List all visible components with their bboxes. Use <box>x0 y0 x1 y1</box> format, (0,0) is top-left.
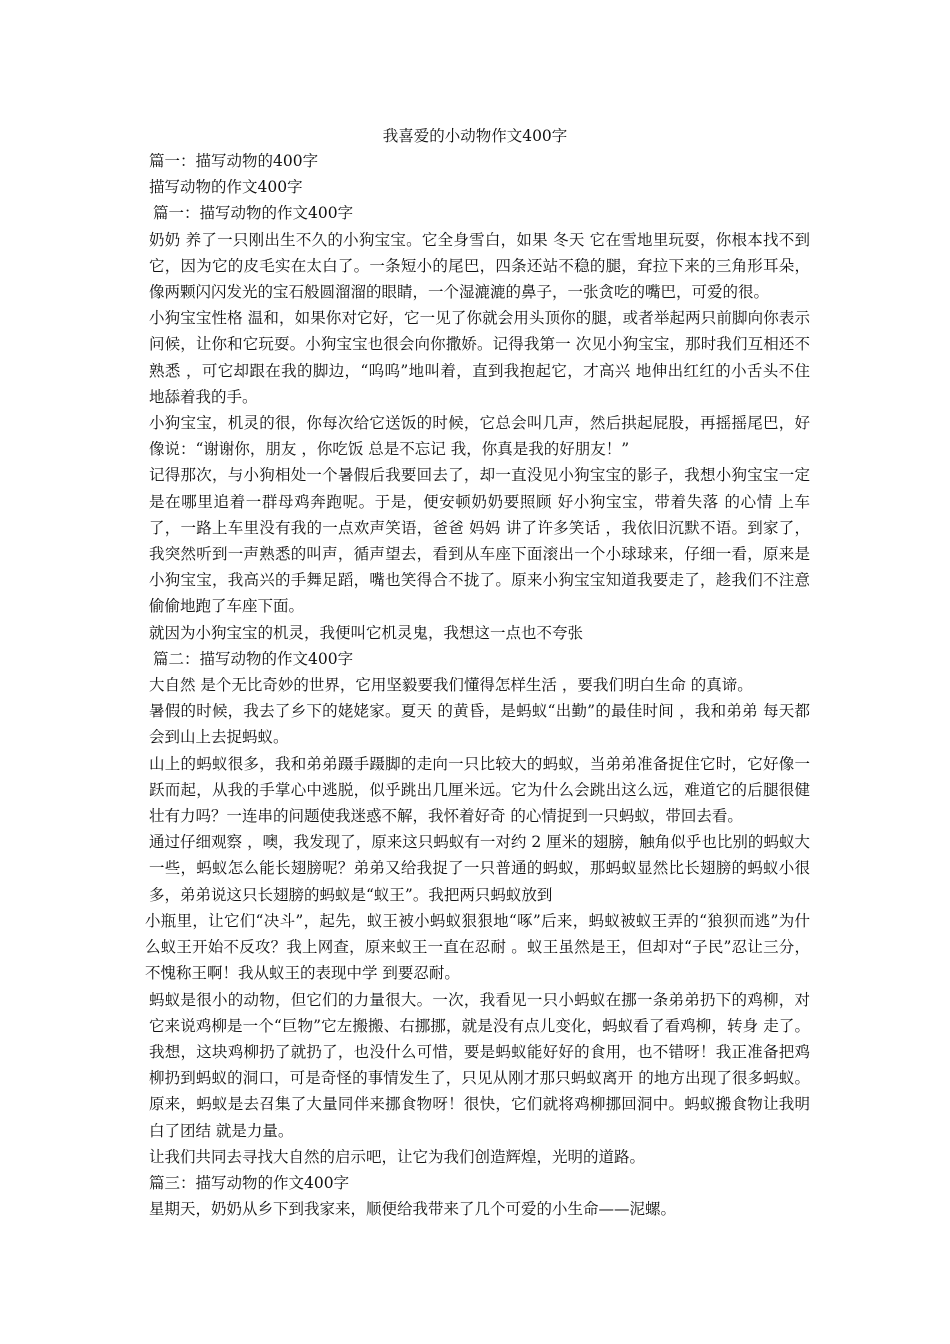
paragraph: 山上的蚂蚁很多，我和弟弟蹑手蹑脚的走向一只比较大的蚂蚁，当弟弟准备捉住它时，它好像一跃而起，从我的手掌心中逃脱，似乎跳出几厘米远。它为什么会跳出这么远，难道它的后腿很健壮有力吗？一连串的问题使我迷惑不解，我怀着好奇 的心情捉到一只蚂蚁，带回去看。 <box>149 754 810 826</box>
paragraph: 蚂蚁是很小的动物，但它们的力量很大。一次，我看见一只小蚂蚁在挪一条弟弟扔下的鸡柳，对它来说鸡柳是一个“巨物”它左搬搬、右挪挪，就是没有点儿变化，蚂蚁看了看鸡柳，转身 走了。我想，这块鸡柳扔了就扔了，也没什么可惜，要是蚂蚁能好好的食用，也不错呀！我正准备把鸡柳扔到蚂蚁的洞口，可是奇怪的事情发生了，只见从刚才那只蚂蚁离开 的地方出现了很多蚂蚁。原来，蚂蚁是去召集了大量同伴来挪食物呀！很快，它们就将鸡柳挪回洞中。蚂蚁搬食物让我明白了团结 就是力量。 <box>149 990 810 1140</box>
paragraph: 奶奶 养了一只刚出生不久的小狗宝宝。它全身雪白，如果 冬天 它在雪地里玩耍，你根本找不到它，因为它的皮毛实在太白了。一条短小的尾巴，四条还站不稳的腿，耷拉下来的三角形耳朵，像两颗闪闪发光的宝石般圆溜溜的眼睛，一个湿漉漉的鼻子，一张贪吃的嘴巴，可爱的很。 <box>149 230 810 302</box>
paragraph: 星期天，奶奶从乡下到我家来，顺便给我带来了几个可爱的小生命——泥螺。 <box>149 1200 677 1219</box>
document-title: 我喜爱的小动物作文400字 <box>382 127 568 145</box>
paragraph: 小狗宝宝性格 温和，如果你对它好，它一见了你就会用头顶你的腿，或者举起两只前脚向你表示问候，让你和它玩耍。小狗宝宝也很会向你撒娇。记得我第一 次见小狗宝宝，那时我们互相还不熟悉 ，可它却跟在我的脚边，“呜呜”地叫着，直到我抱起它，才高兴 地伸出红红的小舌头不住地舔着我的手。 <box>149 309 810 406</box>
document-body <box>145 148 810 1222</box>
section-heading: 篇二：描写动物的作文400字 <box>153 649 354 668</box>
subheading: 描写动物的作文400字 <box>149 178 303 197</box>
paragraph: 小狗宝宝，机灵的很，你每次给它送饭的时候，它总会叫几声，然后拱起屁股，再摇摇尾巴，好像说：“谢谢你，朋友 ，你吃饭 总是不忘记 我，你真是我的好朋友！” <box>149 414 810 459</box>
paragraph: 通过仔细观察 ，噢，我发现了，原来这只蚂蚁有一对约 2 厘米的翅膀，触角似乎也比别的蚂蚁大一些，蚂蚁怎么能长翅膀呢？弟弟又给我捉了一只普通的蚂蚁，那蚂蚁显然比长翅膀的蚂蚁小很多，弟弟说这只长翅膀的蚂蚁是“蚁王”。我把两只蚂蚁放到 <box>149 833 810 904</box>
section-heading: 篇一：描写动物的400字 <box>149 152 319 170</box>
paragraph: 大自然 是个无比奇妙的世界，它用坚毅要我们懂得怎样生活 ，要我们明白生命 的真谛。 <box>149 676 753 695</box>
paragraph: 就因为小狗宝宝的机灵，我便叫它机灵鬼，我想这一点也不夸张 <box>149 623 584 642</box>
paragraph: 暑假的时候，我去了乡下的姥姥家。夏天 的黄昏，是蚂蚁“出勤”的最佳时间 ，我和弟弟 每天都会到山上去捉蚂蚁。 <box>149 702 810 747</box>
section-heading: 篇一：描写动物的作文400字 <box>153 204 354 223</box>
paragraph: 记得那次，与小狗相处一个暑假后我要回去了，却一直没见小狗宝宝的影子，我想小狗宝宝一定是在哪里追着一群母鸡奔跑呢。于是，便安顿奶奶要照顾 好小狗宝宝，带着失落 的心情 上车了，一路上车里没有我的一点欢声笑语，爸爸 妈妈 讲了许多笑话 ，我依旧沉默不语。到家了，我突然听到一声熟悉的叫声，循声望去，看到从车座下面滚出一个小球球来，仔细一看，原来是小狗宝宝，我高兴的手舞足蹈，嘴也笑得合不拢了。原来小狗宝宝知道我要走了，趁我们不注意偷偷地跑了车座下面。 <box>149 466 810 616</box>
paragraph: 小瓶里，让它们“决斗”，起先，蚁王被小蚂蚁狠狠地“啄”后来，蚂蚁被蚁王弄的“狼狈而逃”为什么蚁王开始不反攻？我上网查，原来蚁王一直在忍耐 。蚁王虽然是王，但却对“子民”忍让三分，不愧称王啊！我从蚁王的表现中学 到要忍耐。 <box>145 911 810 983</box>
section-heading: 篇三：描写动物的作文400字 <box>149 1173 350 1192</box>
paragraph: 让我们共同去寻找大自然的启示吧，让它为我们创造辉煌，光明的道路。 <box>149 1147 646 1166</box>
